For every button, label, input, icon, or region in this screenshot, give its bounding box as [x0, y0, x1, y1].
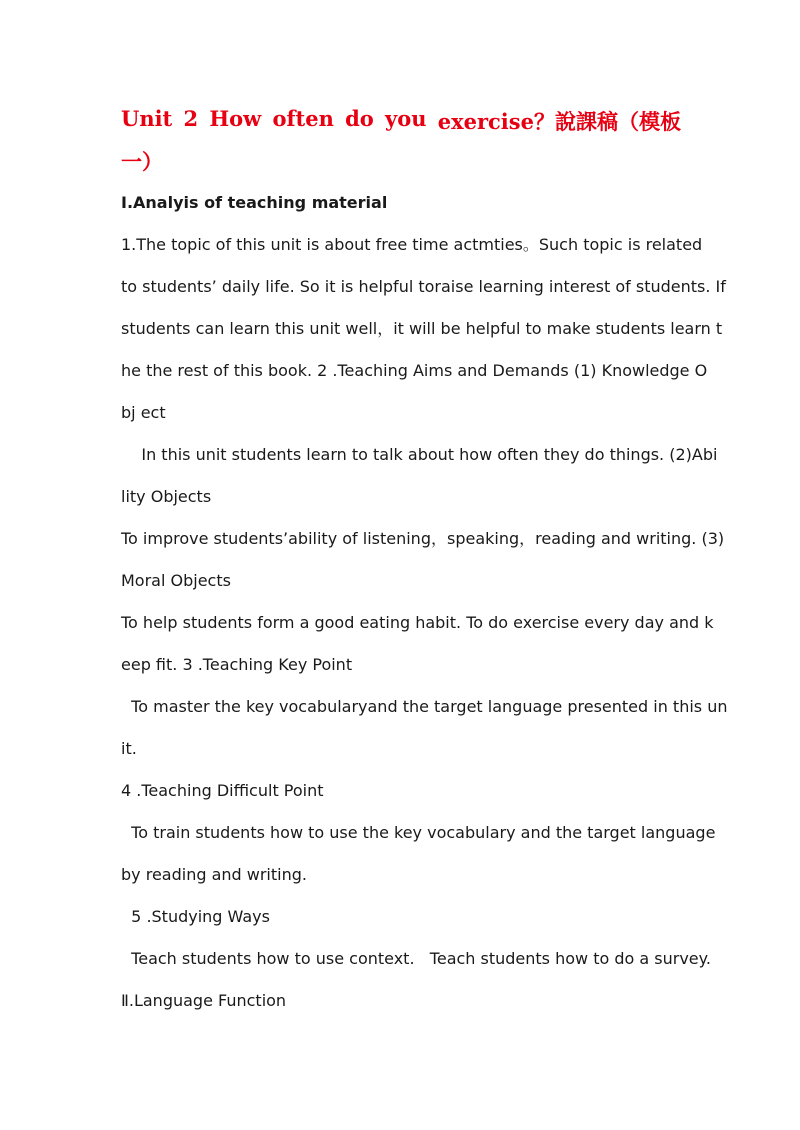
body-text-line: To help students form a good eating habit. To do exercise every day and k [121, 613, 714, 632]
section-heading-analysis: Ⅰ.Analyis of teaching material [121, 193, 388, 212]
body-text-line: Moral Objects [121, 571, 231, 590]
document-title-continued: 一） [121, 149, 163, 174]
body-text-line: it. [121, 739, 137, 758]
body-text-line: to students’ daily life. So it is helpful toraise learning interest of students. If [121, 277, 726, 296]
body-text-line: eep fit. 3 .Teaching Key Point [121, 655, 353, 674]
document-title [121, 106, 681, 136]
title-word: Unit [121, 106, 173, 131]
body-text-line: In this unit students learn to talk about how often they do things. (2)Abi [121, 445, 718, 464]
body-text-line: Teach students how to use context. Teach students how to do a survey. [121, 949, 711, 968]
section-heading-language-function: Ⅱ.Language Function [121, 991, 287, 1010]
title-word: 2 [183, 106, 199, 131]
body-text-line: lity Objects [121, 487, 212, 506]
title-word: you [385, 106, 427, 131]
body-text-line: 1.The topic of this unit is about free time actmties。Such topic is related [121, 235, 703, 254]
body-text-line: bj ect [121, 403, 166, 422]
title-word: do [345, 106, 374, 131]
title-word: exercise？說課稿（模板 [437, 109, 681, 134]
body-text-line: he the rest of this book. 2 .Teaching Aims and Demands (1) Knowledge O [121, 361, 708, 380]
body-text-line: To improve students’ability of listening，speaking，reading and writing. (3) [121, 529, 725, 548]
body-text-line: 4 .Teaching Difficult Point [121, 781, 324, 800]
title-word: often [272, 106, 334, 131]
body-text-line: To train students how to use the key vocabulary and the target language [121, 823, 716, 842]
title-word: How [209, 106, 262, 131]
body-text-line: by reading and writing. [121, 865, 307, 884]
body-text-line: 5 .Studying Ways [121, 907, 270, 926]
body-text-line: To master the key vocabularyand the target language presented in this un [121, 697, 728, 716]
body-text-line: students can learn this unit well，it will be helpful to make students learn t [121, 319, 723, 338]
